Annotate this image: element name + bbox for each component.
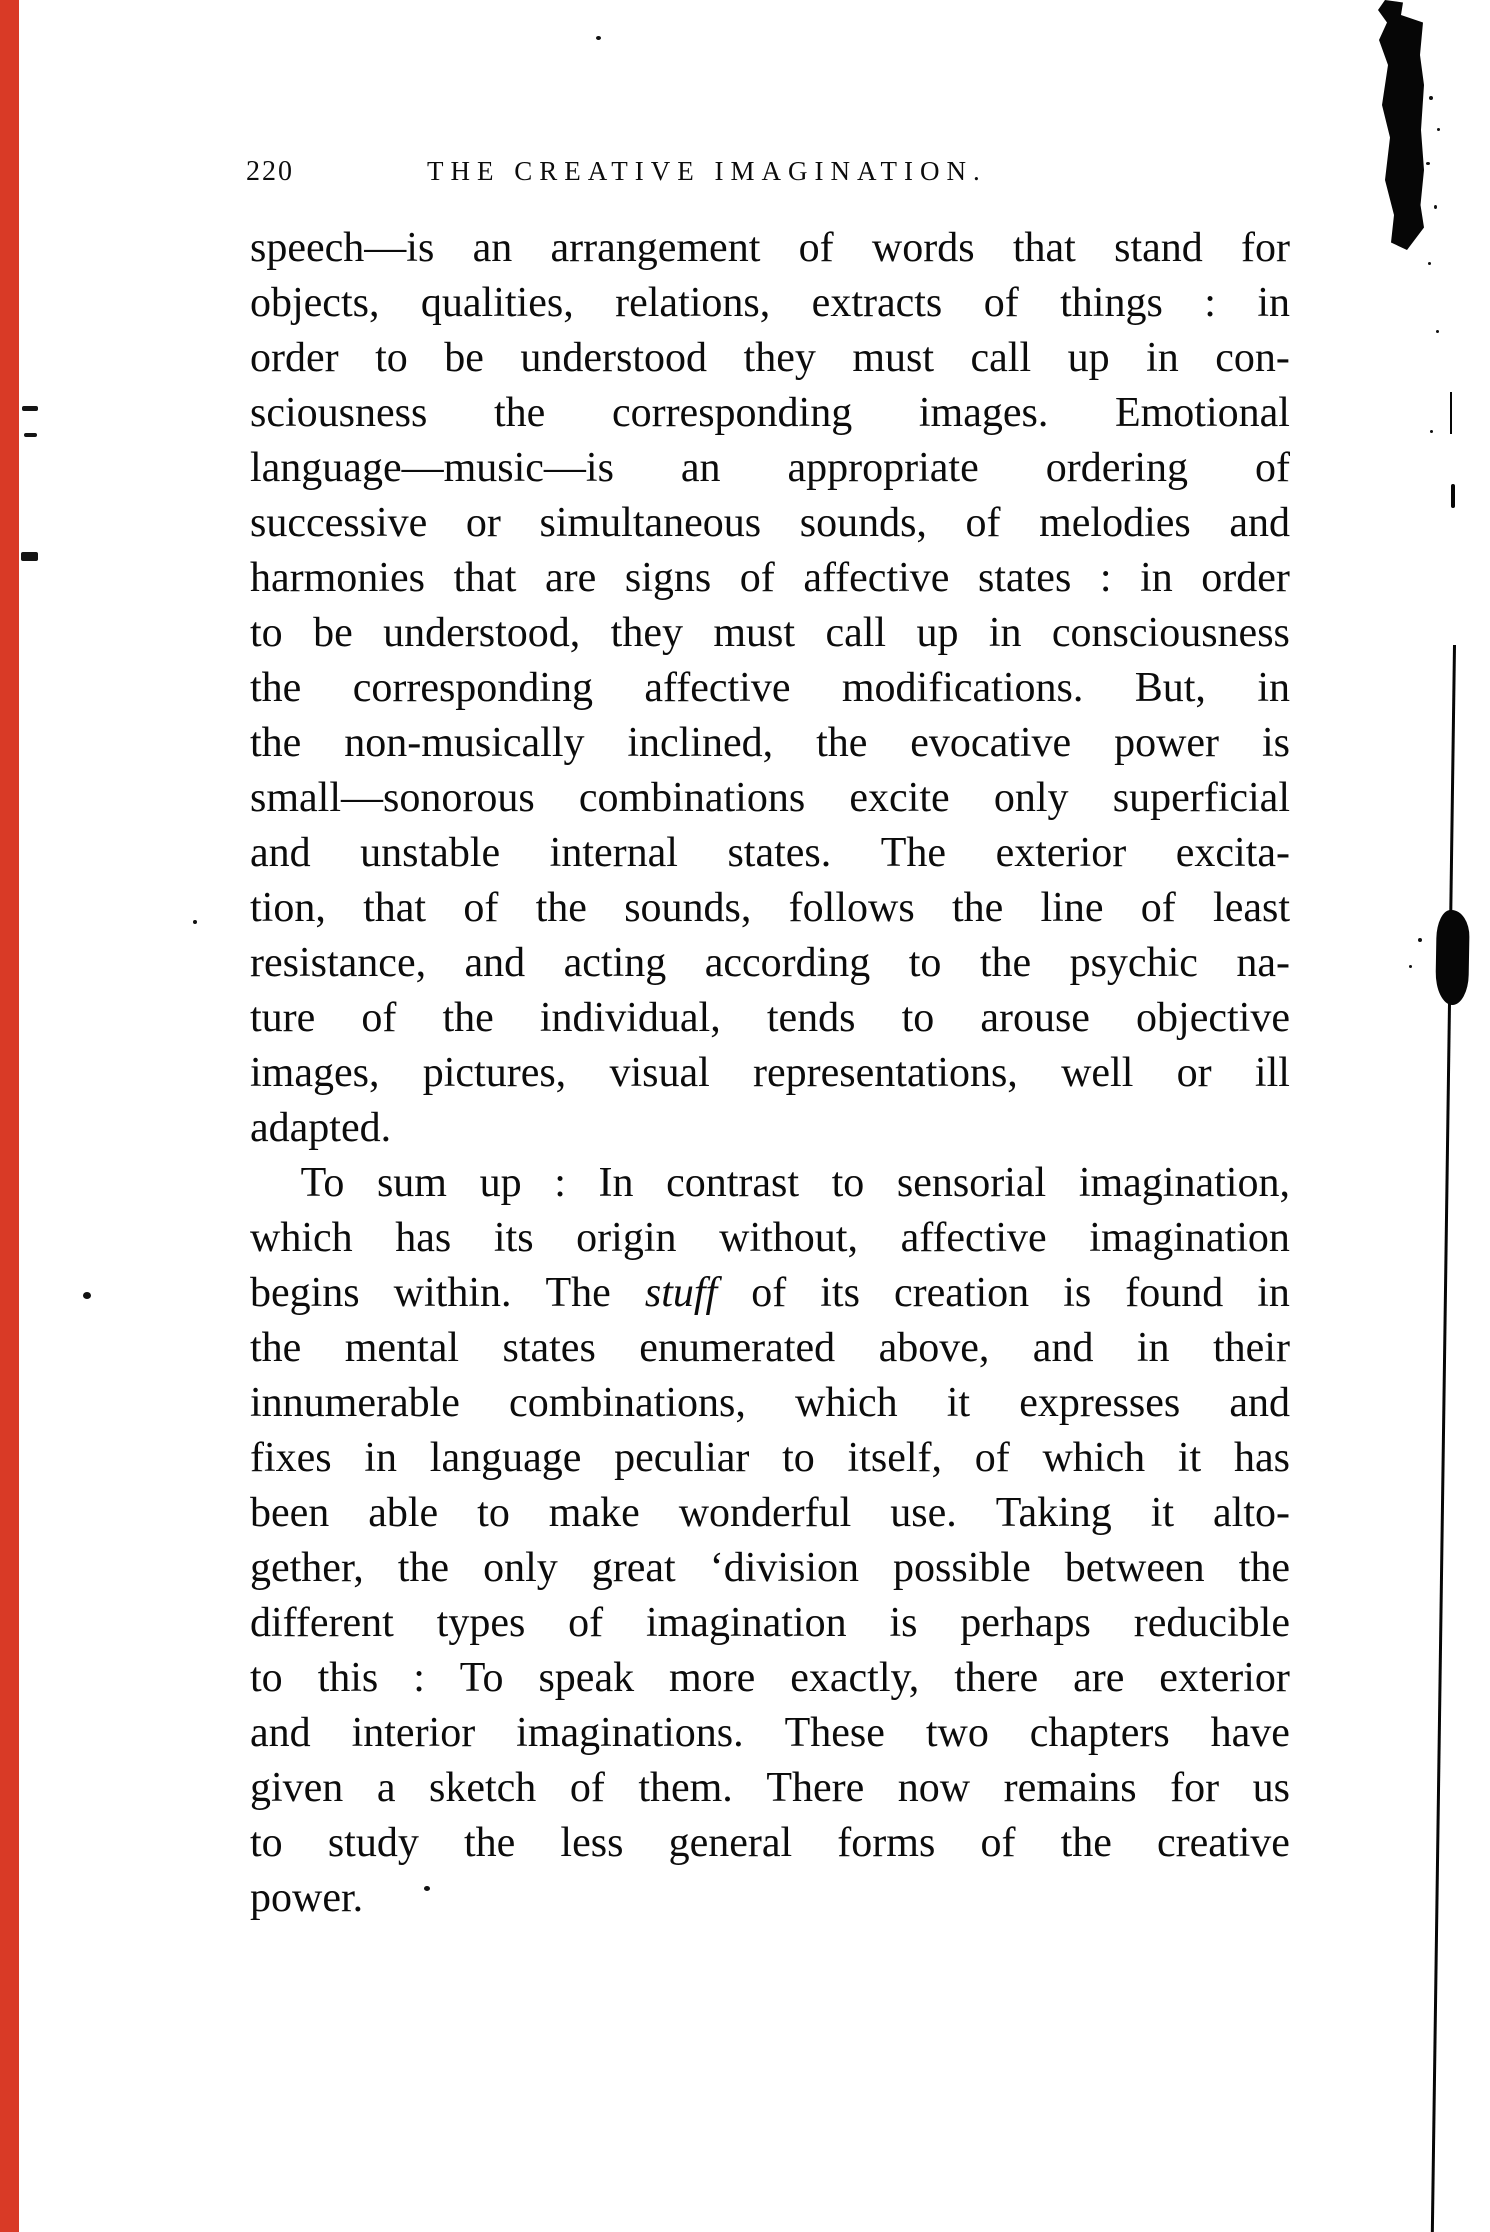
- scan-speck: [1429, 96, 1433, 100]
- word: and: [1032, 1325, 1094, 1371]
- word: expresses: [1019, 1380, 1181, 1426]
- word: signs: [624, 555, 712, 601]
- word: for: [1170, 1765, 1220, 1811]
- word: unstable: [360, 830, 501, 876]
- word: itself,: [847, 1435, 942, 1481]
- word: There: [766, 1765, 865, 1811]
- word: qualities,: [420, 280, 574, 326]
- word: in: [1136, 1325, 1170, 1371]
- word: in: [1146, 335, 1179, 381]
- word: contrast: [666, 1160, 800, 1206]
- word: up: [916, 610, 959, 656]
- margin-dash-mark: [24, 433, 37, 437]
- word: given: [250, 1765, 344, 1811]
- word: Taking: [995, 1490, 1112, 1536]
- word: and: [1229, 500, 1290, 546]
- word: consciousness: [1051, 610, 1290, 656]
- word: superficial: [1112, 775, 1290, 821]
- word: ill: [1254, 1050, 1290, 1096]
- word: peculiar: [614, 1435, 750, 1481]
- ink-blot-top-right: [1374, 0, 1424, 250]
- word: must: [713, 610, 796, 656]
- word: possible: [893, 1545, 1031, 1591]
- scan-speck: [193, 920, 197, 924]
- scan-speck: [1409, 965, 1412, 968]
- word: images.: [918, 390, 1049, 436]
- text-line: [250, 1654, 1290, 1709]
- word: corresponding: [611, 390, 853, 436]
- word: which: [794, 1380, 898, 1426]
- word: study: [327, 1820, 419, 1866]
- text-line: [250, 829, 1290, 884]
- word: that: [453, 555, 517, 601]
- word: and: [250, 830, 311, 876]
- word: psychic: [1069, 940, 1198, 986]
- text-line: [250, 719, 1290, 774]
- word: successive: [250, 500, 428, 546]
- word: visual: [609, 1050, 710, 1096]
- word: of: [569, 1765, 605, 1811]
- scan-speck: [596, 36, 601, 40]
- word: and: [464, 940, 526, 986]
- running-header-title: THE CREATIVE IMAGINATION.: [427, 156, 987, 186]
- word: extracts: [811, 280, 943, 326]
- word: exterior: [1159, 1655, 1290, 1701]
- word: representations,: [753, 1050, 1018, 1096]
- word: sciousness: [250, 390, 428, 436]
- word: affective: [803, 555, 950, 601]
- word: the: [250, 1325, 302, 1371]
- word: have: [1210, 1710, 1290, 1756]
- text-line: [250, 1379, 1290, 1434]
- word: been: [250, 1490, 330, 1536]
- word: more: [669, 1655, 756, 1701]
- word: sounds,: [799, 500, 927, 546]
- word: tion,: [250, 885, 326, 931]
- word: perhaps: [960, 1600, 1091, 1646]
- text-line: [250, 939, 1290, 994]
- word: of: [965, 500, 1001, 546]
- word: adapted.: [250, 1105, 392, 1151]
- scan-speck: [1437, 128, 1440, 131]
- word: they: [610, 610, 683, 656]
- word: interior: [351, 1710, 476, 1756]
- text-line: [250, 1819, 1290, 1874]
- word: to: [250, 1820, 283, 1866]
- scan-speck: [1428, 262, 1431, 265]
- page-number: 220: [246, 156, 294, 187]
- word: able: [368, 1490, 439, 1536]
- word: least: [1213, 885, 1290, 931]
- scan-speck: [1436, 330, 1439, 333]
- word: to: [908, 940, 942, 986]
- italic-word: stuff: [644, 1270, 718, 1316]
- word: mental: [344, 1325, 460, 1371]
- word: remains: [1003, 1765, 1137, 1811]
- word: make: [548, 1490, 640, 1536]
- page-edge-mark: [1451, 484, 1455, 508]
- word: arouse: [980, 995, 1090, 1041]
- word: combinations: [578, 775, 806, 821]
- word: above,: [878, 1325, 990, 1371]
- word: and: [250, 1710, 311, 1756]
- page-edge-mark: [1450, 392, 1452, 434]
- word: for: [1241, 225, 1290, 271]
- word: the: [979, 940, 1032, 986]
- word: exterior: [995, 830, 1127, 876]
- margin-dash-mark: [21, 552, 38, 561]
- word: use.: [890, 1490, 957, 1536]
- word: of: [463, 885, 499, 931]
- word: con-: [1215, 335, 1290, 381]
- scan-speck: [1434, 205, 1437, 209]
- word: acting: [563, 940, 667, 986]
- scan-speck: [1430, 430, 1433, 433]
- word: harmonies: [250, 555, 425, 601]
- word: imagination: [645, 1600, 847, 1646]
- word: enumerated: [639, 1325, 836, 1371]
- word: of: [568, 1600, 604, 1646]
- word: reducible: [1133, 1600, 1290, 1646]
- text-line: [250, 1214, 1290, 1269]
- word: in: [364, 1435, 398, 1481]
- word: that: [1012, 225, 1076, 271]
- text-line: [250, 1599, 1290, 1654]
- word: the: [1060, 1820, 1112, 1866]
- word: sensorial: [896, 1160, 1047, 1206]
- word: Emotional: [1114, 390, 1290, 436]
- word: language—music—is: [250, 445, 614, 491]
- text-line: [250, 554, 1290, 609]
- word: well: [1061, 1050, 1134, 1096]
- word: between: [1064, 1545, 1205, 1591]
- word: follows: [788, 885, 915, 931]
- word: The: [545, 1270, 611, 1316]
- word: of: [980, 1820, 1016, 1866]
- word: stand: [1114, 225, 1203, 271]
- word: images,: [250, 1050, 380, 1096]
- word: small—sonorous: [250, 775, 535, 821]
- word: the: [535, 885, 587, 931]
- word: the: [250, 720, 302, 766]
- word: the: [1238, 1545, 1290, 1591]
- word: excite: [849, 775, 950, 821]
- word: are: [545, 555, 597, 601]
- word: forms: [837, 1820, 936, 1866]
- word: creation: [893, 1270, 1030, 1316]
- word: in: [1140, 555, 1173, 601]
- text-line: [250, 1489, 1290, 1544]
- word: ‘division: [709, 1545, 860, 1591]
- word: ture: [250, 995, 316, 1041]
- word: power.: [250, 1875, 364, 1921]
- word: in: [1257, 1270, 1290, 1316]
- text-line: [250, 444, 1290, 499]
- text-line: [250, 1324, 1290, 1379]
- word: its: [493, 1215, 534, 1261]
- word: modifications.: [841, 665, 1084, 711]
- text-line: [250, 1159, 1290, 1214]
- word: relations,: [615, 280, 771, 326]
- word: of: [361, 995, 397, 1041]
- word: To: [300, 1160, 345, 1206]
- text-line: [250, 389, 1290, 444]
- text-line: [250, 1764, 1290, 1819]
- text-line: [250, 884, 1290, 939]
- word: now: [897, 1765, 971, 1811]
- word: in: [1257, 280, 1290, 326]
- word: non-musically: [344, 720, 585, 766]
- word: two: [925, 1710, 989, 1756]
- word: appropriate: [787, 445, 979, 491]
- word: only: [483, 1545, 558, 1591]
- text-line: [250, 994, 1290, 1049]
- word: order: [1201, 555, 1290, 601]
- word: the: [951, 885, 1004, 931]
- word: These: [784, 1710, 885, 1756]
- word: and: [1229, 1380, 1290, 1426]
- word: to: [477, 1490, 510, 1536]
- word: it: [1150, 1490, 1175, 1536]
- word: that: [363, 885, 427, 931]
- red-binding-edge: [0, 0, 19, 2232]
- word: :: [1099, 555, 1112, 601]
- word: to: [250, 1655, 283, 1701]
- word: less: [560, 1820, 624, 1866]
- word: The: [880, 830, 947, 876]
- text-line: [250, 1104, 1290, 1159]
- word: speak: [538, 1655, 635, 1701]
- word: which: [1042, 1435, 1146, 1481]
- word: gether,: [250, 1545, 364, 1591]
- word: of: [983, 280, 1019, 326]
- word: language: [429, 1435, 582, 1481]
- scan-speck: [424, 1886, 430, 1891]
- word: tends: [766, 995, 856, 1041]
- text-line: [250, 499, 1290, 554]
- word: states: [502, 1325, 596, 1371]
- word: great: [591, 1545, 676, 1591]
- text-line: [250, 664, 1290, 719]
- word: to: [250, 610, 283, 656]
- word: general: [668, 1820, 793, 1866]
- word: up: [479, 1160, 522, 1206]
- word: the: [442, 995, 494, 1041]
- word: wonderful: [678, 1490, 852, 1536]
- page-edge-line: [1431, 645, 1456, 2232]
- word: internal: [549, 830, 678, 876]
- word: to: [901, 995, 935, 1041]
- word: imaginations.: [516, 1710, 744, 1756]
- text-line: [250, 1434, 1290, 1489]
- word: sketch: [429, 1765, 537, 1811]
- word: or: [465, 500, 501, 546]
- text-line: [250, 1049, 1290, 1104]
- word: line: [1040, 885, 1104, 931]
- word: melodies: [1039, 500, 1191, 546]
- word: To: [459, 1655, 504, 1701]
- word: speech—is: [250, 225, 435, 271]
- word: creative: [1157, 1820, 1290, 1866]
- word: only: [993, 775, 1069, 821]
- word: words: [871, 225, 975, 271]
- scan-speck: [83, 1292, 91, 1299]
- word: understood: [520, 335, 708, 381]
- word: an: [472, 225, 513, 271]
- word: of: [798, 225, 834, 271]
- word: it: [946, 1380, 971, 1426]
- word: objects,: [250, 280, 380, 326]
- word: objective: [1136, 995, 1290, 1041]
- word: in: [1257, 665, 1290, 711]
- text-line: [250, 1874, 1290, 1929]
- word: of: [751, 1270, 787, 1316]
- word: in: [988, 610, 1022, 656]
- word: them.: [638, 1765, 733, 1811]
- text-line: [250, 334, 1290, 389]
- word: of: [1140, 885, 1176, 931]
- word: inclined,: [627, 720, 774, 766]
- word: different: [250, 1600, 394, 1646]
- word: they: [743, 335, 816, 381]
- word: the: [463, 1820, 516, 1866]
- word: are: [1073, 1655, 1125, 1701]
- word: na-: [1236, 940, 1290, 986]
- text-block: [250, 224, 1290, 1929]
- word: exactly,: [790, 1655, 920, 1701]
- text-line: [250, 609, 1290, 664]
- word: us: [1252, 1765, 1290, 1811]
- text-line: [250, 1269, 1290, 1324]
- word: chapters: [1029, 1710, 1170, 1756]
- word: it: [1177, 1435, 1202, 1481]
- word: imagination,: [1078, 1160, 1290, 1206]
- word: simultaneous: [539, 500, 762, 546]
- word: arrangement: [550, 225, 761, 271]
- word: or: [1176, 1050, 1212, 1096]
- word: combinations,: [509, 1380, 746, 1426]
- word: types: [436, 1600, 526, 1646]
- word: found: [1125, 1270, 1224, 1316]
- word: the: [493, 390, 546, 436]
- word: things: [1060, 280, 1163, 326]
- word: within.: [393, 1270, 512, 1316]
- word: their: [1213, 1325, 1290, 1371]
- word: up: [1067, 335, 1110, 381]
- word: without,: [719, 1215, 858, 1261]
- word: But,: [1134, 665, 1206, 711]
- word: affective: [900, 1215, 1047, 1261]
- word: states: [977, 555, 1072, 601]
- word: of: [974, 1435, 1010, 1481]
- word: of: [1254, 445, 1290, 491]
- scan-speck: [1418, 938, 1422, 942]
- word: is: [1063, 1270, 1092, 1316]
- word: sounds,: [624, 885, 752, 931]
- word: alto-: [1213, 1490, 1290, 1536]
- word: to: [831, 1160, 865, 1206]
- word: the: [816, 720, 868, 766]
- scan-speck: [1426, 162, 1430, 165]
- word: to: [375, 335, 408, 381]
- word: imagination: [1089, 1215, 1290, 1261]
- word: pictures,: [422, 1050, 567, 1096]
- text-line: [250, 1709, 1290, 1764]
- word: ordering: [1045, 445, 1188, 491]
- word: call: [825, 610, 887, 656]
- margin-dash-mark: [22, 406, 38, 411]
- word: begins: [250, 1270, 360, 1316]
- word: be: [313, 610, 353, 656]
- word: resistance,: [250, 940, 427, 986]
- word: a: [376, 1765, 396, 1811]
- text-line: [250, 279, 1290, 334]
- word: :: [413, 1655, 425, 1701]
- text-line: [250, 1544, 1290, 1599]
- word: has: [1233, 1435, 1290, 1481]
- word: this: [317, 1655, 379, 1701]
- word: according: [704, 940, 871, 986]
- word: sum: [376, 1160, 447, 1206]
- word: :: [554, 1160, 566, 1206]
- word: states.: [727, 830, 832, 876]
- word: power: [1114, 720, 1220, 766]
- word: its: [820, 1270, 860, 1316]
- word: there: [954, 1655, 1039, 1701]
- word: order: [250, 335, 339, 381]
- word: fixes: [250, 1435, 332, 1481]
- word: individual,: [539, 995, 721, 1041]
- word: In: [598, 1160, 634, 1206]
- word: to: [782, 1435, 815, 1481]
- word: understood,: [383, 610, 581, 656]
- word: is: [1261, 720, 1290, 766]
- word: be: [444, 335, 484, 381]
- word: innumerable: [250, 1380, 460, 1426]
- word: the: [250, 665, 302, 711]
- word: evocative: [910, 720, 1072, 766]
- word: which: [250, 1215, 353, 1261]
- word: must: [852, 335, 935, 381]
- word: origin: [576, 1215, 677, 1261]
- word: an: [680, 445, 721, 491]
- ink-blot-right: [1435, 910, 1470, 1006]
- word: :: [1204, 280, 1216, 326]
- word: call: [970, 335, 1032, 381]
- word: is: [889, 1600, 918, 1646]
- word: affective: [644, 665, 791, 711]
- word: the: [397, 1545, 450, 1591]
- word: excita-: [1175, 830, 1290, 876]
- text-line: [250, 224, 1290, 279]
- word: has: [395, 1215, 452, 1261]
- word: corresponding: [352, 665, 593, 711]
- text-line: [250, 774, 1290, 829]
- word: of: [739, 555, 775, 601]
